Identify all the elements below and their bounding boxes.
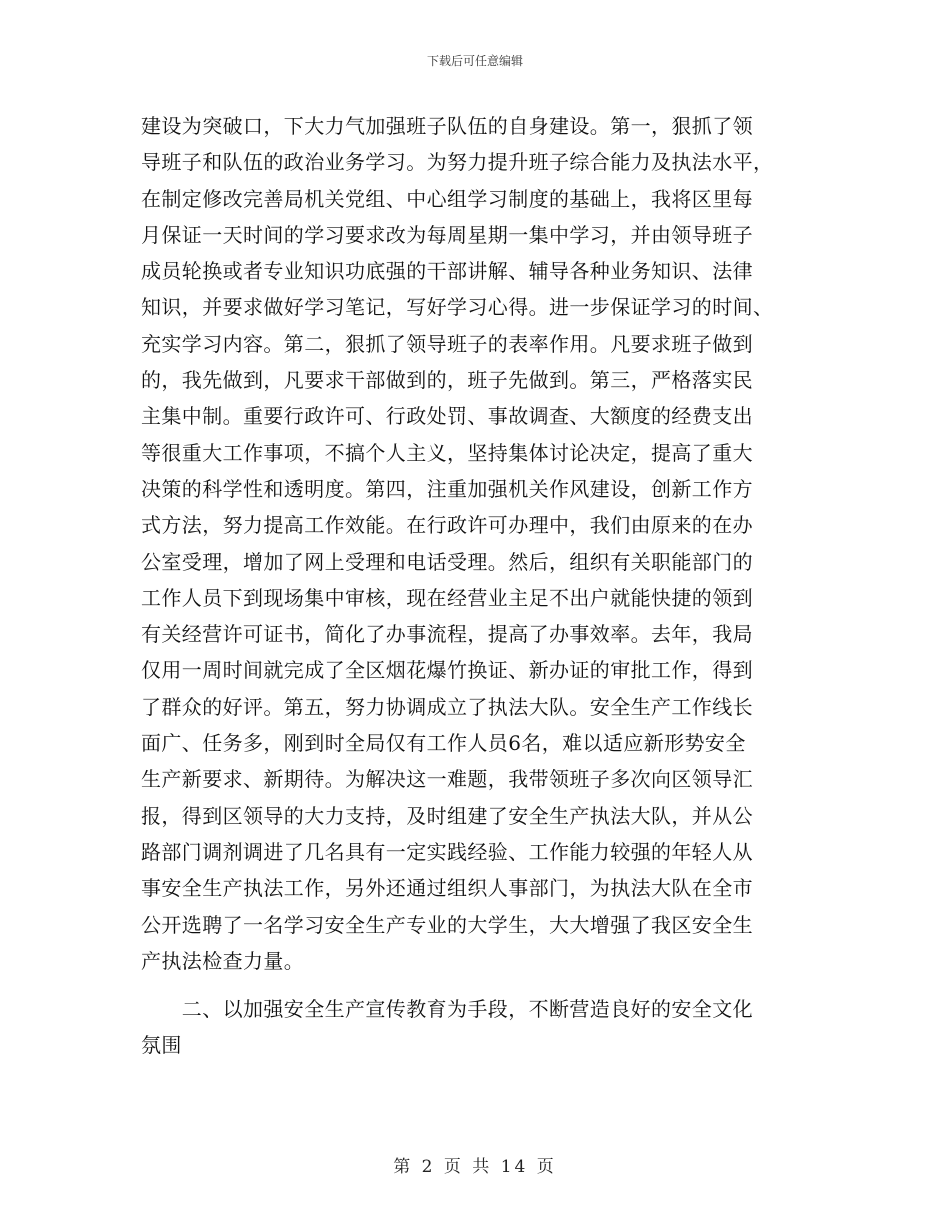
text-line: 路部门调剂调进了几名具有一定实践经验、工作能力较强的年轻人从 <box>141 839 753 864</box>
paragraph-2 <box>141 991 811 1064</box>
text-line: 主集中制。重要行政许可、行政处罚、事故调查、大额度的经费支出 <box>141 404 753 429</box>
text-line: 有关经营许可证书，简化了办事流程，提高了办事效率。去年，我局 <box>141 622 753 647</box>
text-line: 月保证一天时间的学习要求改为每周星期一集中学习，并由领导班子 <box>141 222 753 247</box>
text-line: 在制定修改完善局机关党组、中心组学习制度的基础上，我将区里每 <box>141 186 753 211</box>
section-heading-line: 二、以加强安全生产宣传教育为手段，不断营造良好的安全文化 <box>141 997 753 1022</box>
text-line: 建设为突破口，下大力气加强班子队伍的自身建设。第一，狠抓了领 <box>141 114 753 138</box>
section-heading-line: 氛围 <box>141 1033 182 1058</box>
page-header: 下载后可任意编辑 <box>426 54 523 68</box>
text-line: 的，我先做到，凡要求干部做到的，班子先做到。第三，严格落实民 <box>141 368 753 393</box>
text-line: 成员轮换或者专业知识功底强的干部讲解、辅导各种业务知识、法律 <box>141 259 753 284</box>
text-line: 充实学习内容。第二，狠抓了领导班子的表率作用。凡要求班子做到 <box>141 331 753 356</box>
text-line: 导班子和队伍的政治业务学习。为努力提升班子综合能力及执法水平， <box>141 150 774 175</box>
text-line: 式方法，努力提高工作效能。在行政许可办理中，我们由原来的在办 <box>141 513 753 538</box>
text-line: 决策的科学性和透明度。第四，注重加强机关作风建设，创新工作方 <box>141 476 753 501</box>
text-line: 了群众的好评。第五，努力协调成立了执法大队。安全生产工作线长 <box>141 694 753 719</box>
text-line: 事安全生产执法工作，另外还通过组织人事部门，为执法大队在全市 <box>141 876 753 901</box>
page-number-footer: 第 2 页 共 14 页 <box>393 1157 557 1177</box>
text-line: 仅用一周时间就完成了全区烟花爆竹换证、新办证的审批工作，得到 <box>141 658 753 683</box>
text-line: 工作人员下到现场集中审核，现在经营业主足不出户就能快捷的领到 <box>141 585 753 610</box>
document-body <box>141 108 811 1064</box>
text-line: 面广、任务多，刚到时全局仅有工作人员6名，难以适应新形势安全 <box>141 731 746 756</box>
text-line: 产执法检查力量。 <box>141 948 305 973</box>
paragraph-1 <box>141 108 811 979</box>
text-line: 报，得到区领导的大力支持，及时组建了安全生产执法大队，并从公 <box>141 803 753 828</box>
text-line: 公开选聘了一名学习安全生产专业的大学生，大大增强了我区安全生 <box>141 912 753 937</box>
text-line: 等很重大工作事项，不搞个人主义，坚持集体讨论决定，提高了重大 <box>141 440 753 465</box>
paragraph-gap <box>141 979 811 991</box>
text-line: 知识，并要求做好学习笔记，写好学习心得。进一步保证学习的时间、 <box>141 295 774 320</box>
text-line: 生产新要求、新期待。为解决这一难题，我带领班子多次向区领导汇 <box>141 767 753 792</box>
text-line: 公室受理，增加了网上受理和电话受理。然后，组织有关职能部门的 <box>141 549 753 574</box>
